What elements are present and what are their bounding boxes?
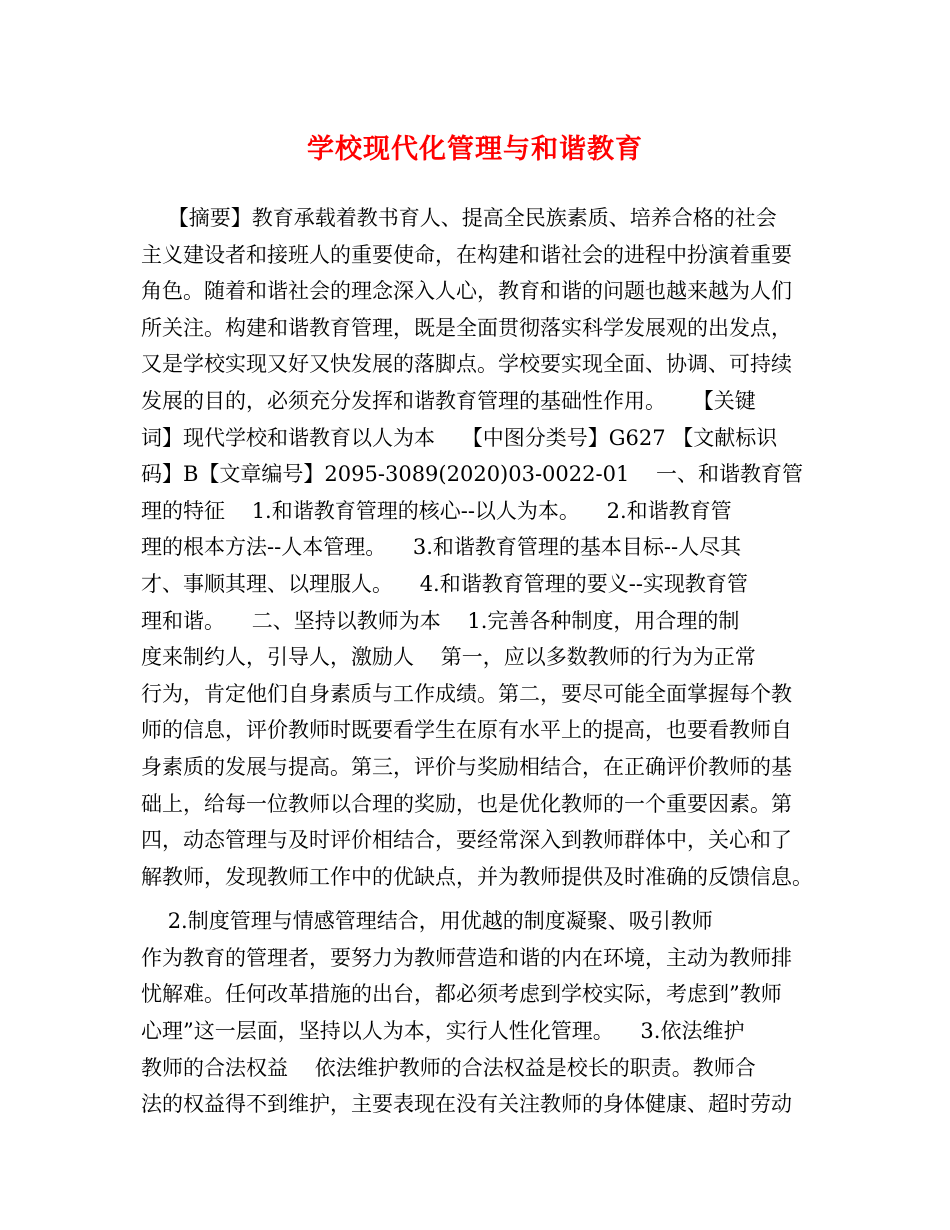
paragraph-gap [141, 895, 831, 903]
body-line: 心理”这一层面，坚持以人为本，实行人性化管理。 3.依法维护 [141, 1019, 745, 1044]
body-line: 础上，给每一位教师以合理的奖励，也是优化教师的一个重要因素。第 [141, 791, 792, 816]
body-line: 解教师，发现教师工作中的优缺点，并为教师提供及时准确的反馈信息。 [141, 864, 813, 889]
body-line: 码】B【文章编号】2095-3089(2020)03-0022-01 一、和谐教育管 [141, 462, 804, 487]
document-title: 学校现代化管理与和谐教育 [307, 134, 643, 165]
body-line: 行为，肯定他们自身素质与工作成绩。第二，要尽可能全面掌握每个教 [141, 681, 792, 706]
body-line: 身素质的发展与提高。第三，评价与奖励相结合，在正确评价教师的基 [141, 754, 792, 779]
body-line: 师的信息，评价教师时既要看学生在原有水平上的提高，也要看教师自 [141, 718, 792, 743]
body-line: 理和谐。 二、坚持以教师为本 1.完善各种制度，用合理的制 [141, 608, 740, 633]
body-line: 才、事顺其理、以理服人。 4.和谐教育管理的要义--实现教育管 [141, 571, 748, 596]
body-line: 法的权益得不到维护，主要表现在没有关注教师的身体健康、超时劳动 [141, 1092, 792, 1117]
body-line: 2.制度管理与情感管理结合，用优越的制度凝聚、吸引教师 [141, 909, 713, 934]
body-line: 主义建设者和接班人的重要使命，在构建和谐社会的进程中扮演着重要 [141, 242, 792, 267]
document-body [141, 200, 831, 1123]
body-line: 所关注。构建和谐教育管理，既是全面贯彻落实科学发展观的出发点， [141, 315, 792, 340]
body-line: 教师的合法权益 依法维护教师的合法权益是校长的职责。教师合 [141, 1055, 756, 1080]
body-line: 又是学校实现又好又快发展的落脚点。学校要实现全面、协调、可持续 [141, 352, 792, 377]
body-line: 作为教育的管理者，要努力为教师营造和谐的内在环境，主动为教师排 [141, 945, 792, 970]
body-line: 度来制约人，引导人，激励人 第一，应以多数教师的行为为正常 [141, 645, 756, 670]
body-line: 忧解难。任何改革措施的出台，都必须考虑到学校实际，考虑到”教师 [141, 982, 782, 1007]
body-line: 角色。随着和谐社会的理念深入人心，教育和谐的问题也越来越为人们 [141, 279, 792, 304]
body-line: 【摘要】教育承载着教书育人、提高全民族素质、培养合格的社会 [141, 206, 777, 230]
body-line: 理的根本方法--人本管理。 3.和谐教育管理的基本目标--人尽其 [141, 535, 742, 560]
body-line: 词】现代学校和谐教育以人为本 【中图分类号】G627 【文献标识 [141, 425, 778, 450]
body-line: 理的特征 1.和谐教育管理的核心--以人为本。 2.和谐教育管 [141, 498, 732, 523]
body-line: 发展的目的，必须充分发挥和谐教育管理的基础性作用。 【关键 [141, 388, 756, 413]
body-line: 四，动态管理与及时评价相结合，要经常深入到教师群体中，关心和了 [141, 828, 792, 853]
